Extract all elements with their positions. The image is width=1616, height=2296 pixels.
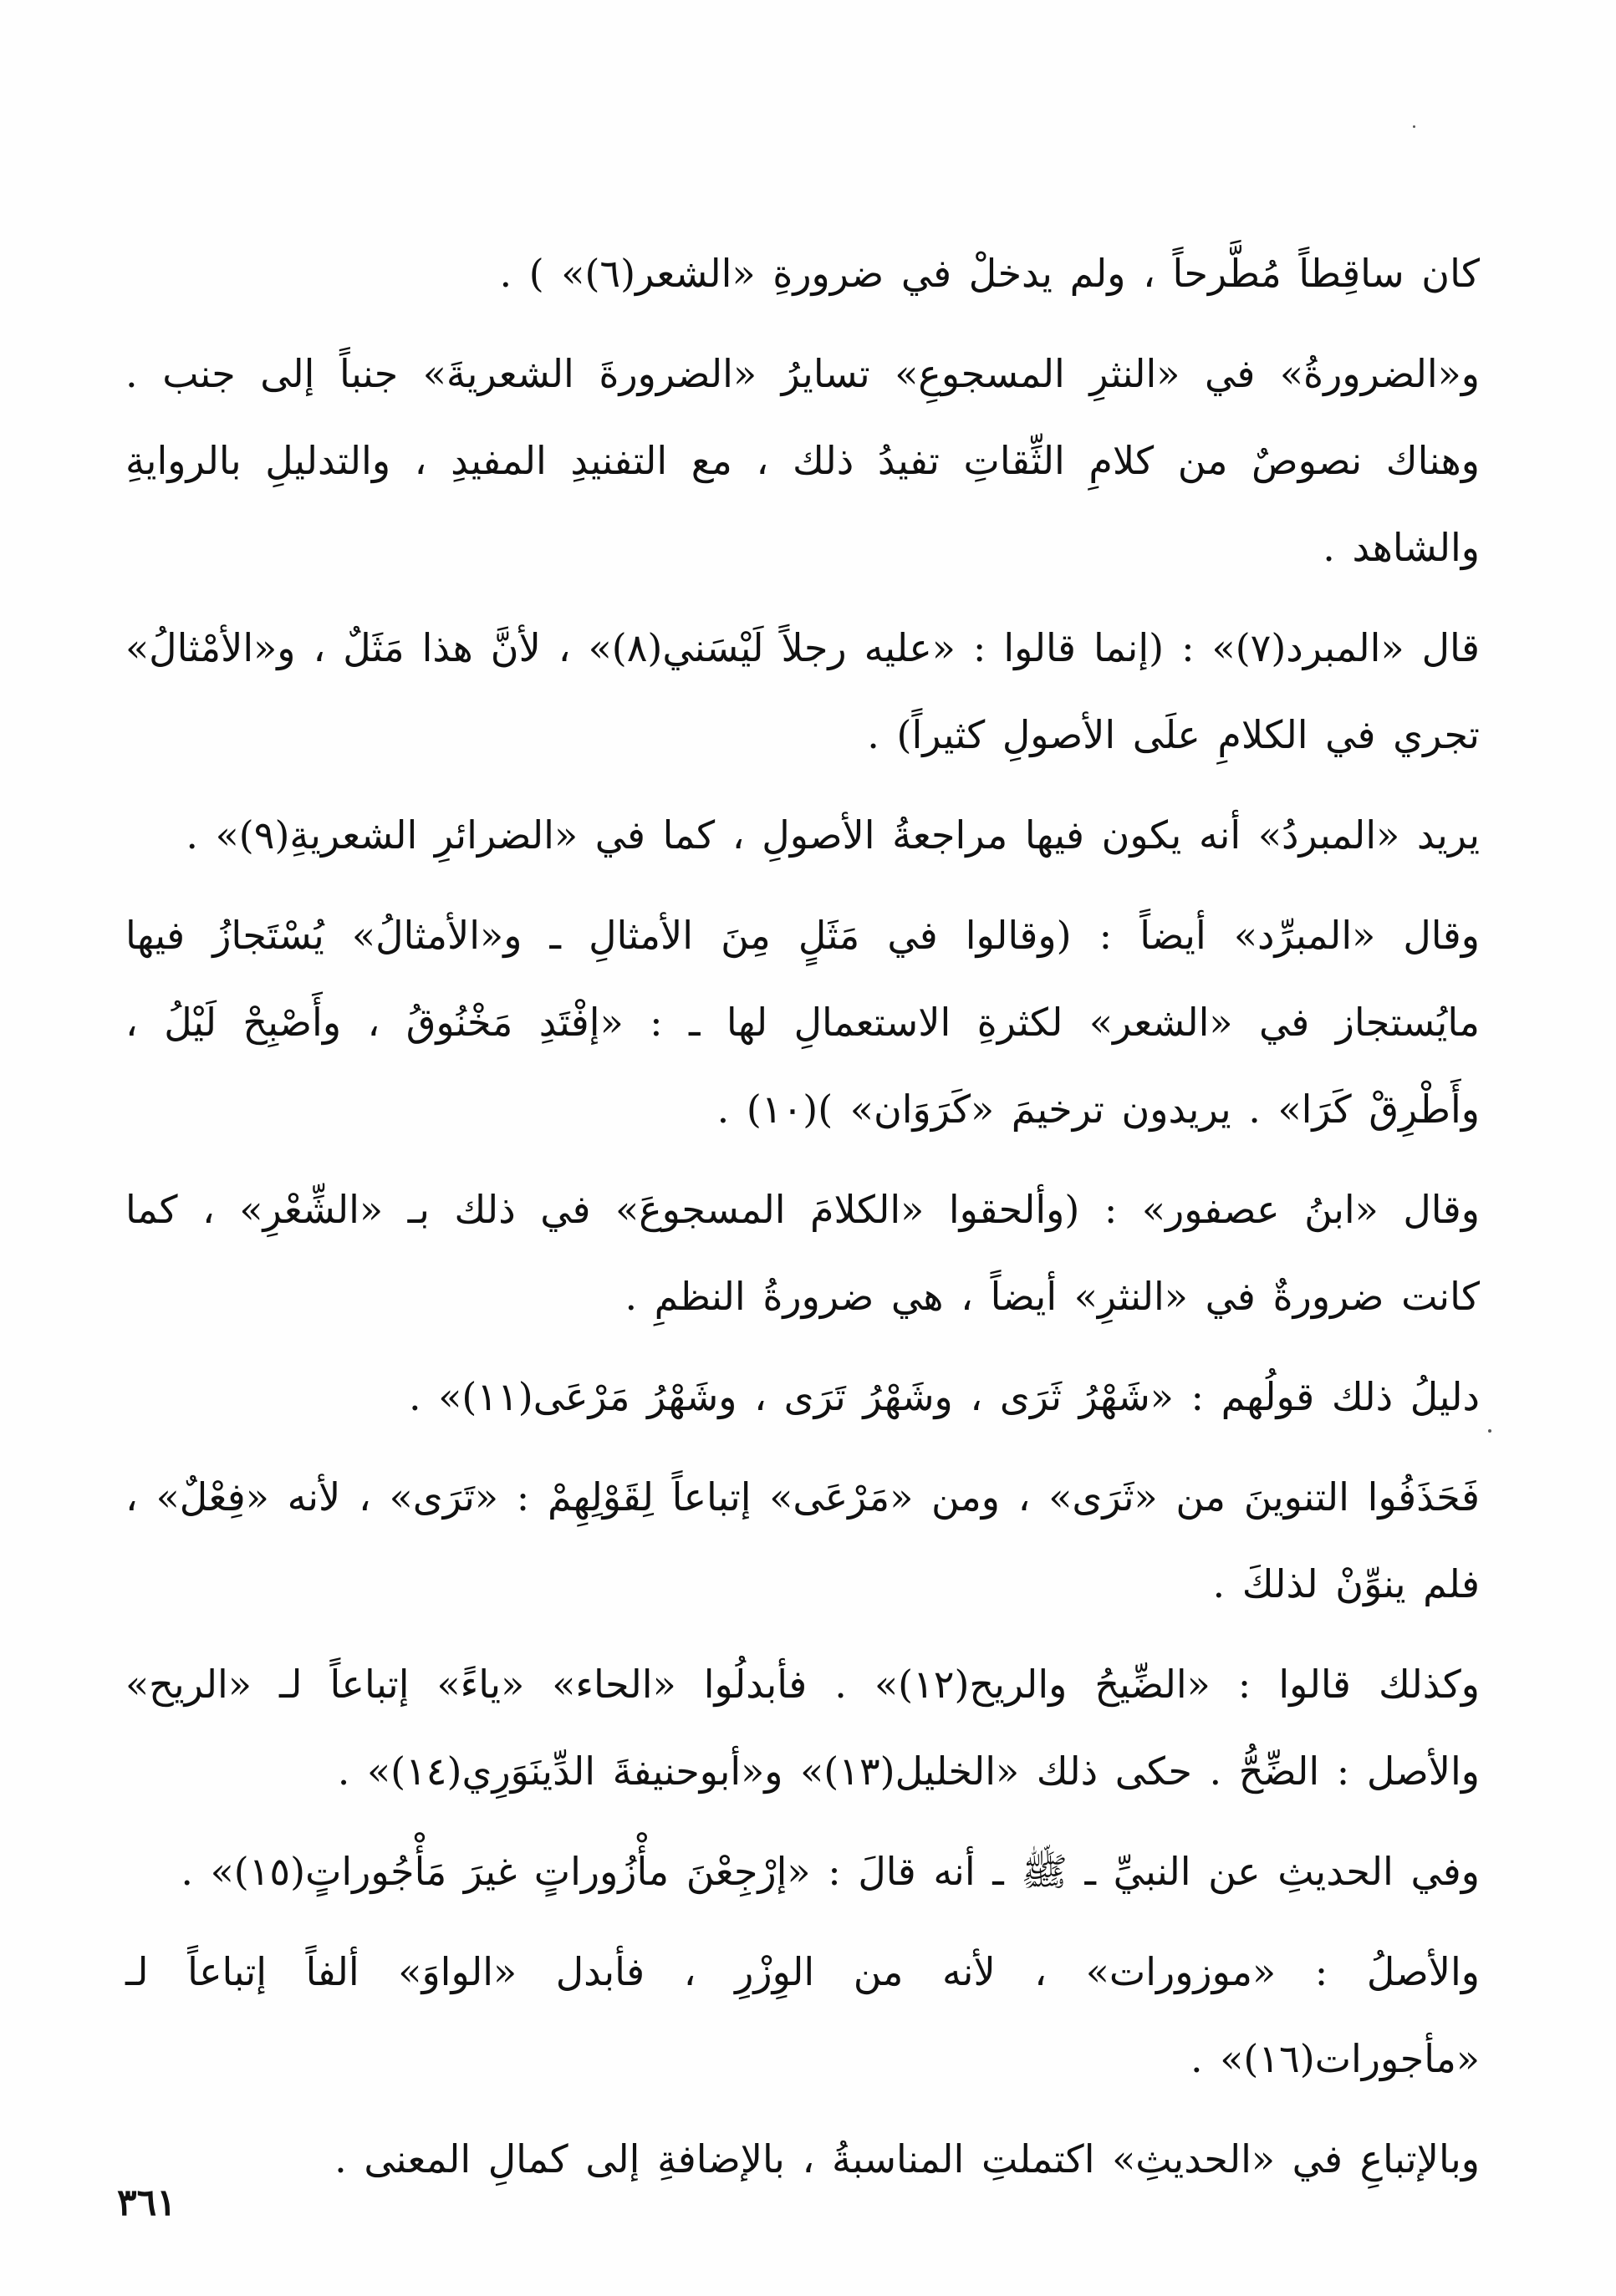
paragraph: وقال «ابنُ عصفور» : (وألحقوا «الكلامَ المسجوعَ» في ذلك بـ «الشِّعْرِ» ، كما كانت ضرورةٌ في «النثرِ» أيضاً ، هي ضرورةُ النظمِ . [125,1187,1480,1319]
paragraph: دليلُ ذلك قولُهم : «شَهْرُ ثَرَى ، وشَهْرُ تَرَى ، وشَهْرُ مَرْعَى(١١)» . [409,1374,1480,1419]
scan-speck [1488,1429,1491,1433]
paragraph: والأصلُ : «موزورات» ، لأنه من الوِزْرِ ، فأبدل «الواوَ» ألفاً إتباعاً لـ «مأجورات(١٦)» . [125,1949,1480,2081]
paragraph: قال «المبرد(٧)» : (إنما قالوا : «عليه رجلاً لَيْسَني(٨)» ، لأنَّ هذا مَثَلٌ ، و«الأمْثالُ» تجري في الكلامِ علَى الأصولِ كثيراً) . [125,625,1480,757]
paragraph: وكذلك قالوا : «الضِّيحُ والريح(١٢)» . فأبدلُوا «الحاء» «ياءً» إتباعاً لـ «الريح» والأصل : الضِّحُّ . حكى ذلك «الخليل(١٣)» و«أبوحنيفةَ الدِّينَوَرِي(١٤)» . [125,1662,1480,1794]
paragraph: و«الضرورةُ» في «النثرِ المسجوعِ» تسايرُ «الضرورةَ الشعريةَ» جنباً إلى جنب . وهناك نصوصٌ من كلامِ الثِّقاتِ تفيدُ ذلك ، مع التفنيدِ المفيدِ ، والتدليلِ بالروايةِ والشاهد . [125,351,1480,570]
page-number: ٣٦١ [117,2181,176,2224]
paragraph: وقال «المبرِّد» أيضاً : (وقالوا في مَثَلٍ مِنَ الأمثالِ ـ و«الأمثالُ» يُسْتَجازُ فيها مايُستجاز في «الشعر» لكثرةِ الاستعمالِ لها ـ : «إفْتَدِ مَخْنُوقُ ، وأَصْبِحْ لَيْلُ ، وأَطْرِقْ كَرَا» . يريدون ترخيمَ «كَرَوَان» )(١٠) . [125,913,1480,1132]
paragraph: وبالإتباعِ في «الحديثِ» اكتملتِ المناسبةُ ، بالإضافةِ إلى كمالِ المعنى . [334,2136,1480,2181]
paragraph: فَحَذَفُوا التنوينَ من «ثَرَى» ، ومن «مَرْعَى» إتباعاً لِقَوْلِهِمْ : «تَرَى» ، لأنه «فِعْلٌ» ، فلم ينوِّنْ لذلكَ . [125,1474,1480,1606]
paragraph: يريد «المبردُ» أنه يكون فيها مراجعةُ الأصولِ ، كما في «الضرائرِ الشعريةِ(٩)» . [186,812,1480,858]
paragraph: كان ساقِطاً مُطَّرحاً ، ولم يدخلْ في ضرورةِ «الشعر(٦)» ) . [499,251,1480,296]
paragraph: وفي الحديثِ عن النبيِّ ـ ﷺ ـ أنه قالَ : «إرْجِعْنَ مأْزُوراتٍ غيرَ مَأْجُوراتٍ(١٥)» . [181,1849,1480,1894]
scan-speck [1413,125,1415,128]
body-text [125,230,1480,2216]
